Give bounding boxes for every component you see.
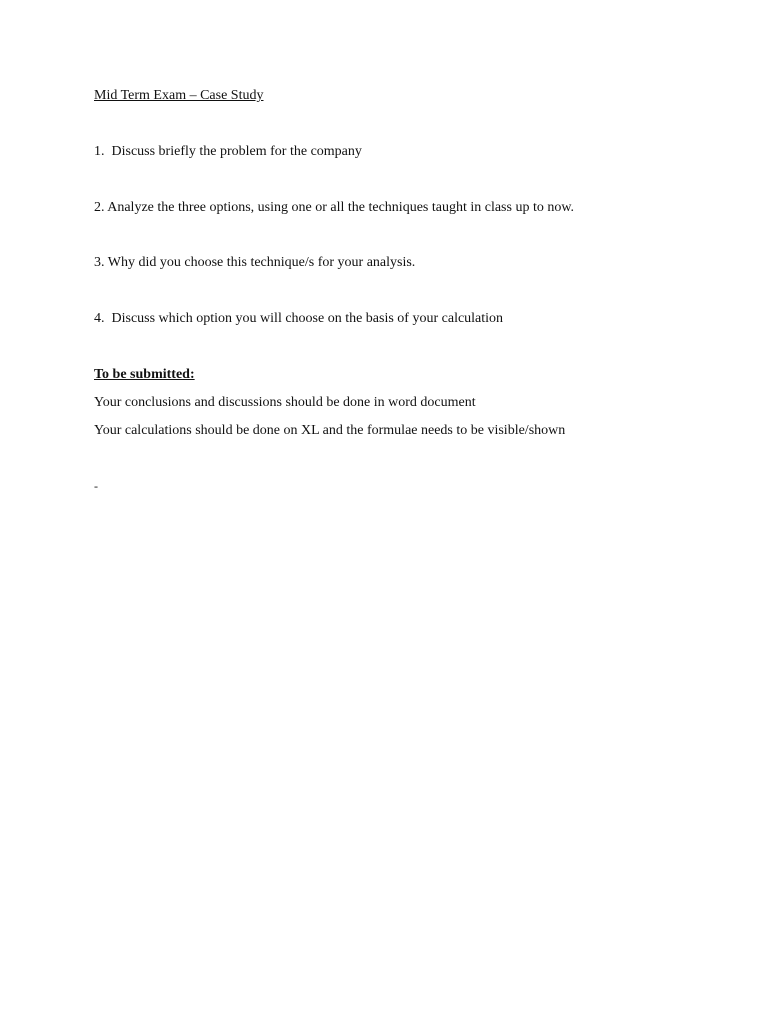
- question-4: 4. Discuss which option you will choose on the basis of your calculation: [94, 311, 504, 326]
- question-1: 1. Discuss briefly the problem for the company: [94, 144, 362, 159]
- trailing-dash: -: [94, 479, 98, 493]
- question-3: 3. Why did you choose this technique/s for your analysis.: [94, 255, 416, 270]
- submission-item-2: Your calculations should be done on XL and the formulae needs to be visible/shown: [94, 423, 566, 438]
- submission-heading: To be submitted:: [94, 367, 195, 382]
- question-2: 2. Analyze the three options, using one or all the techniques taught in class up to now.: [94, 200, 575, 215]
- page-title: Mid Term Exam – Case Study: [94, 88, 264, 103]
- submission-item-1: Your conclusions and discussions should be done in word document: [94, 395, 476, 410]
